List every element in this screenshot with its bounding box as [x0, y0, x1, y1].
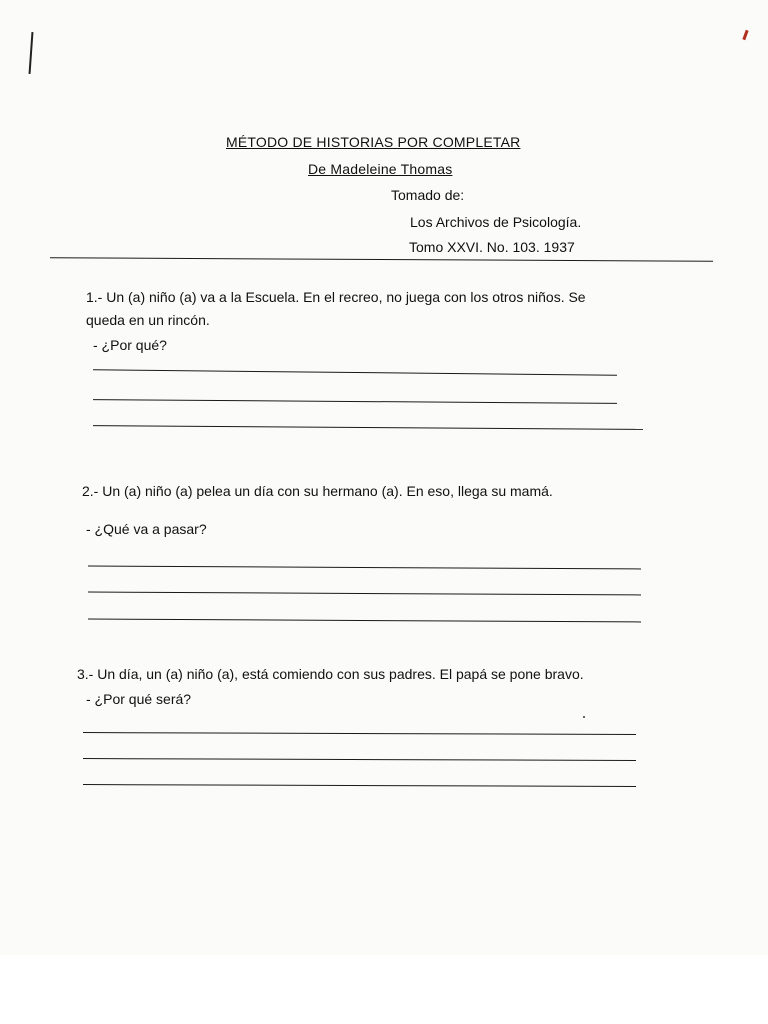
scan-pen-mark	[29, 32, 34, 74]
question-1-answer-line-2[interactable]	[93, 399, 617, 404]
document-title: MÉTODO DE HISTORIAS POR COMPLETAR	[226, 134, 521, 150]
source-journal: Los Archivos de Psicología.	[410, 214, 582, 230]
question-1-continuation: queda en un rincón.	[86, 312, 210, 328]
page-bottom-margin	[0, 955, 768, 1024]
document-author: De Madeleine Thomas	[308, 161, 453, 177]
question-3-answer-line-1[interactable]	[83, 732, 636, 735]
source-volume: Tomo XXVI. No. 103. 1937	[409, 239, 575, 255]
question-2-prompt: - ¿Qué va a pasar?	[86, 521, 207, 537]
source-intro: Tomado de:	[391, 187, 465, 203]
question-1-answer-line-3[interactable]	[93, 425, 643, 430]
question-2-text: 2.- Un (a) niño (a) pelea un día con su hermano (a). En eso, llega su mamá.	[82, 483, 553, 499]
header-divider	[50, 257, 713, 261]
question-1-answer-line-1[interactable]	[93, 369, 617, 375]
scan-red-mark	[742, 30, 748, 40]
question-3-text: 3.- Un día, un (a) niño (a), está comiendo con sus padres. El papá se pone bravo.	[77, 666, 584, 682]
question-2-answer-line-1[interactable]	[88, 566, 641, 570]
question-1-prompt: - ¿Por qué?	[93, 337, 167, 353]
question-1-text: 1.- Un (a) niño (a) va a la Escuela. En el recreo, no juega con los otros niños. Se	[86, 289, 586, 305]
question-2-answer-line-2[interactable]	[88, 592, 641, 596]
question-3-answer-line-2[interactable]	[83, 758, 636, 761]
question-3-answer-line-3[interactable]	[83, 784, 636, 787]
question-2-answer-line-3[interactable]	[88, 619, 641, 623]
question-3-prompt: - ¿Por qué será?	[86, 691, 192, 707]
scan-speck	[583, 716, 585, 718]
